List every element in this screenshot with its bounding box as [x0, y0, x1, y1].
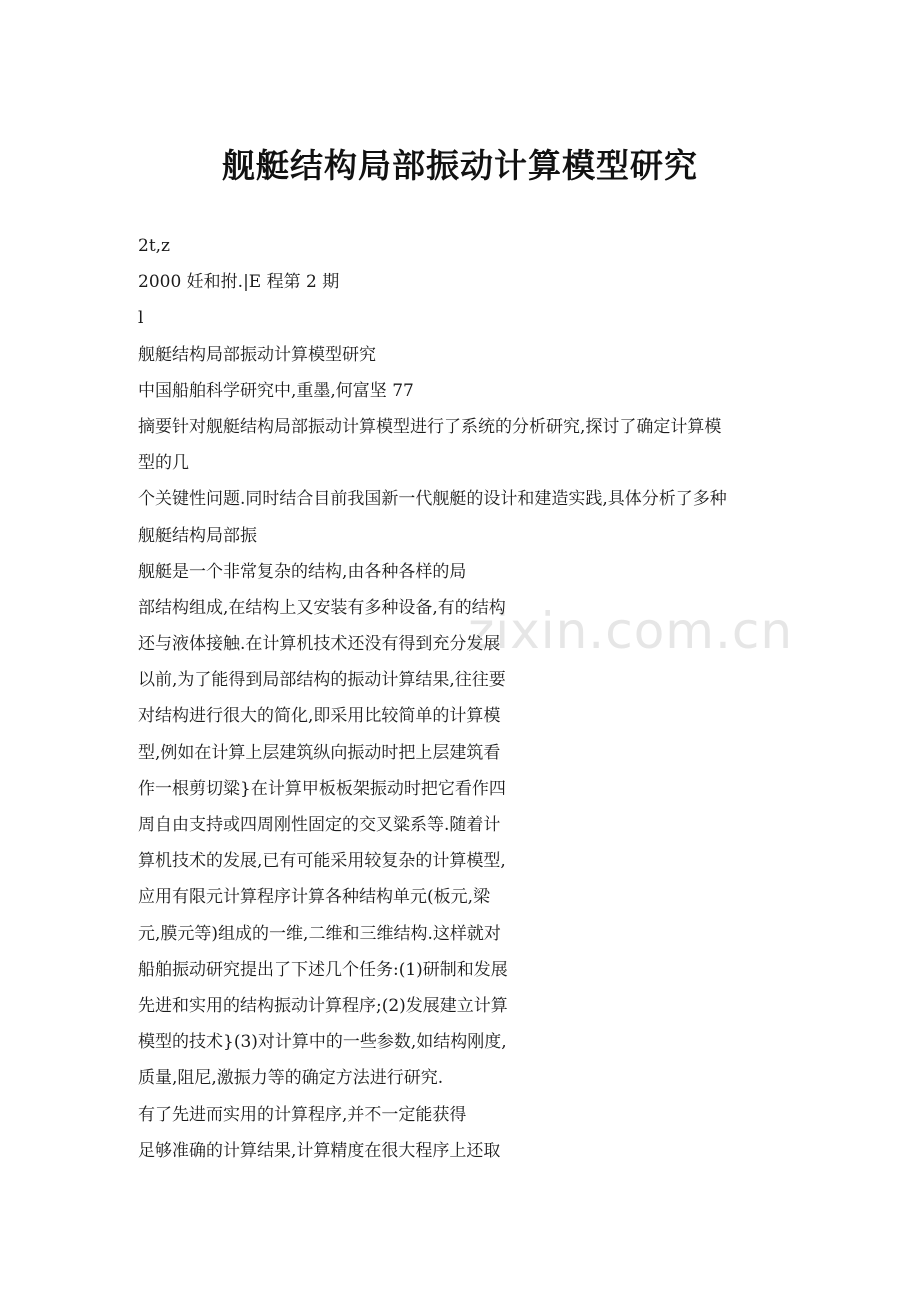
text-line: 中国船舶科学研究中,重墨,何富坚 77 — [138, 380, 414, 401]
text-line: 型,例如在计算上层建筑纵向振动时把上层建筑看 — [138, 742, 501, 763]
text-line: 2000 妊和拊.|E 程第 2 期 — [138, 272, 340, 293]
text-line: l — [138, 308, 144, 329]
text-line: 元,膜元等)组成的一维,二维和三维结构.这样就对 — [138, 923, 501, 944]
text-line: 应用有限元计算程序计算各种结构单元(板元,梁 — [138, 887, 491, 908]
text-line: 对结构进行很大的简化,即采用比较简单的计算模 — [138, 706, 501, 727]
text-line: 型的几 — [138, 453, 189, 474]
text-line: 足够准确的计算结果,计算精度在很大程序上还取 — [138, 1140, 501, 1161]
text-line: 算机技术的发展,已有可能采用较复杂的计算模型, — [138, 851, 506, 872]
text-line: 先进和实用的结构振动计算程序;(2)发展建立计算 — [138, 995, 508, 1016]
text-line: 摘要针对舰艇结构局部振动计算模型进行了系统的分析研究,探讨了确定计算模 — [138, 416, 722, 437]
page-title: 舰艇结构局部振动计算模型研究 — [222, 146, 698, 185]
text-line: 周自由支持或四周刚性固定的交叉粱系等.随着计 — [138, 815, 501, 835]
text-line: 还与液体接触.在计算机技术还没有得到充分发展 — [138, 634, 501, 655]
document-body — [138, 228, 788, 1169]
text-line: 船舶振动研究提出了下述几个任务:(1)研制和发展 — [138, 959, 508, 980]
text-line: 个关键性问题.同时结合目前我国新一代舰艇的设计和建造实践,具体分析了多种 — [138, 489, 727, 510]
text-line: 有了先进而实用的计算程序,并不一定能获得 — [138, 1104, 467, 1125]
text-line: 舰艇结构局部振 — [138, 525, 257, 546]
text-line: 舰艇是一个非常复杂的结构,由各种各样的局 — [138, 561, 467, 582]
text-line: 以前,为了能得到局部结构的振动计算结果,往往要 — [138, 670, 506, 691]
text-line: 部结构组成,在结构上又安装有多种设备,有的结构 — [138, 597, 506, 618]
text-line: 舰艇结构局部振动计算模型研究 — [138, 344, 376, 365]
text-line: 质量,阻尼,激振力等的确定方法进行研究. — [138, 1068, 444, 1089]
text-line: 2t,z — [138, 236, 171, 256]
text-line: 作一根剪切粱}在计算甲板板架振动时把它看作四 — [138, 778, 506, 799]
text-line: 模型的技术}(3)对计算中的一些参数,如结构刚度, — [138, 1032, 507, 1053]
watermark: zixin.com.cn — [468, 602, 794, 660]
